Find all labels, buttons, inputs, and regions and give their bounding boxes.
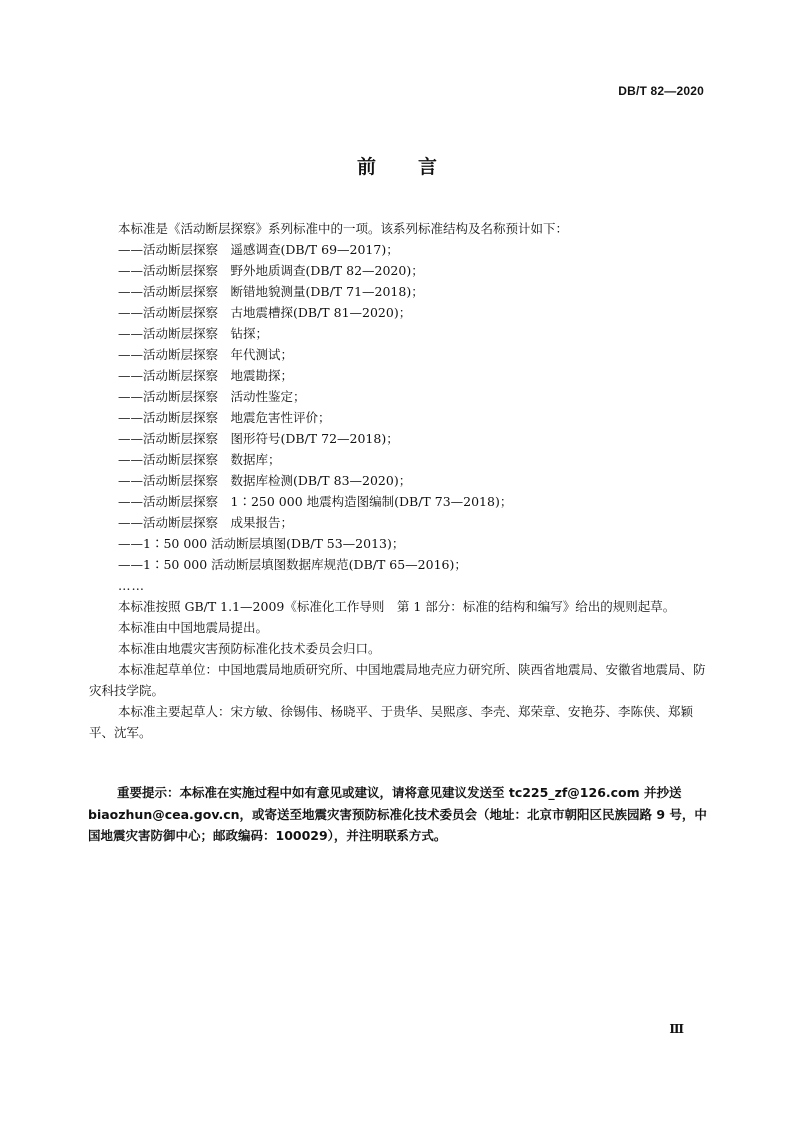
series-prefix: ——活动断层探察 xyxy=(118,347,219,362)
series-item xyxy=(118,428,708,449)
series-item xyxy=(118,344,708,365)
extra-item: ——1∶50 000 活动断层填图(DB/T 53—2013)； xyxy=(118,536,405,551)
series-part: 地震危害性评价； xyxy=(230,410,331,425)
series-part: 钻探； xyxy=(230,326,269,341)
document-code: DB/T 82—2020 xyxy=(618,84,704,98)
series-part: 数据库； xyxy=(230,452,281,467)
series-part: 断错地貌测量(DB/T 71—2018)； xyxy=(230,284,424,299)
series-prefix: ——活动断层探察 xyxy=(118,305,219,320)
page-number: Ⅲ xyxy=(669,1022,684,1036)
paragraph-drafting-units: 本标准起草单位：中国地震局地质研究所、中国地震局地壳应力研究所、陕西省地震局、安徽省地震局、防灾科技学院。 xyxy=(89,662,706,698)
paragraph-drafting-rules: 本标准按照 GB/T 1.1—2009《标准化工作导则 第 1 部分：标准的结构和编写》给出的规则起草。 xyxy=(118,599,676,614)
series-prefix: ——活动断层探察 xyxy=(118,242,219,257)
series-item xyxy=(118,449,708,470)
series-prefix: ——活动断层探察 xyxy=(118,473,219,488)
paragraph-drafters: 本标准主要起草人：宋方敏、徐锡伟、杨晓平、于贵华、吴熙彦、李壳、郑荣章、安艳芬、李陈侠、郑颖平、沈军。 xyxy=(89,704,694,740)
series-item xyxy=(118,386,708,407)
important-notice: 重要提示：本标准在实施过程中如有意见或建议，请将意见建议发送至 tc225_zf@126.com 并抄送 biaozhun@cea.gov.cn，或寄送至地震灾害预防标准化技术委员会（地址：北京市朝阳区民族园路 9 号，中国地震灾害防御中心；邮政编码：100029），并注明联系方式。 xyxy=(88,785,707,843)
series-item xyxy=(118,302,708,323)
series-part: 年代测试； xyxy=(230,347,294,362)
series-part: 地震勘探； xyxy=(230,368,294,383)
series-item xyxy=(118,260,708,281)
series-list xyxy=(118,239,708,533)
series-part: 1∶250 000 地震构造图编制(DB/T 73—2018)； xyxy=(230,494,513,509)
extra-item: ——1∶50 000 活动断层填图数据库规范(DB/T 65—2016)； xyxy=(118,557,467,572)
series-item xyxy=(118,323,708,344)
series-part: 图形符号(DB/T 72—2018)； xyxy=(230,431,399,446)
series-prefix: ——活动断层探察 xyxy=(118,368,219,383)
series-part: 遥感调查(DB/T 69—2017)； xyxy=(230,242,399,257)
series-prefix: ——活动断层探察 xyxy=(118,452,219,467)
series-item xyxy=(118,239,708,260)
paragraph-centralized: 本标准由地震灾害预防标准化技术委员会归口。 xyxy=(118,641,381,656)
series-item xyxy=(118,512,708,533)
series-prefix: ——活动断层探察 xyxy=(118,410,219,425)
series-item xyxy=(118,407,708,428)
series-item xyxy=(118,281,708,302)
foreword-body xyxy=(89,218,708,743)
series-prefix: ——活动断层探察 xyxy=(118,263,219,278)
series-item xyxy=(118,365,708,386)
series-prefix: ——活动断层探察 xyxy=(118,515,219,530)
series-prefix: ——活动断层探察 xyxy=(118,389,219,404)
paragraph-proposer: 本标准由中国地震局提出。 xyxy=(118,620,269,635)
page-title xyxy=(0,152,794,179)
series-prefix: ——活动断层探察 xyxy=(118,284,219,299)
ellipsis: …… xyxy=(118,578,145,593)
series-part: 活动性鉴定； xyxy=(230,389,306,404)
series-prefix: ——活动断层探察 xyxy=(118,431,219,446)
series-prefix: ——活动断层探察 xyxy=(118,494,219,509)
series-part: 数据库检测(DB/T 83—2020)； xyxy=(230,473,412,488)
series-part: 成果报告； xyxy=(230,515,294,530)
series-part: 古地震槽探(DB/T 81—2020)； xyxy=(230,305,412,320)
series-item xyxy=(118,491,708,512)
title-char-2: 言 xyxy=(418,156,438,178)
series-part: 野外地质调查(DB/T 82—2020)； xyxy=(230,263,424,278)
title-char-1: 前 xyxy=(356,156,376,178)
series-prefix: ——活动断层探察 xyxy=(118,326,219,341)
series-item xyxy=(118,470,708,491)
intro-paragraph: 本标准是《活动断层探察》系列标准中的一项。该系列标准结构及名称预计如下： xyxy=(118,221,569,236)
